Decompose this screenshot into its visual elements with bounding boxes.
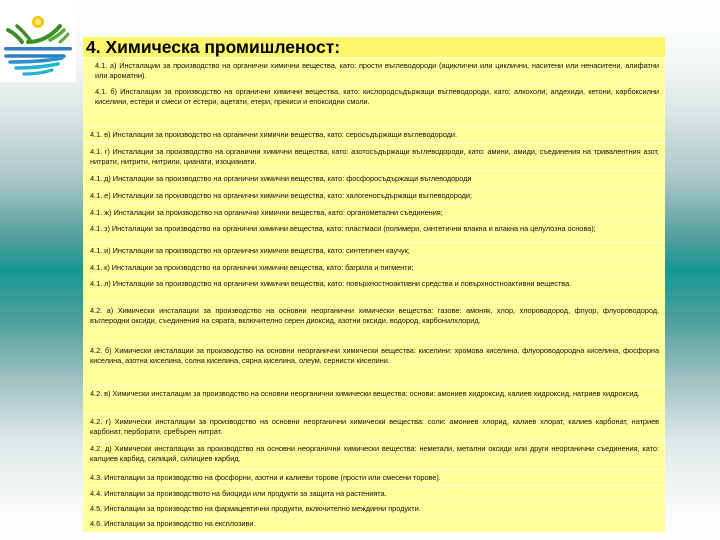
list-item: 4.4. Инсталации за производството на биоциди или продукти за защита на растенията.	[83, 485, 665, 500]
list-item: 4.1. ж) Инсталации за производство на органични химични вещества, като: органометални съединения;	[83, 204, 665, 220]
list-item: 4.1. в) Инсталации за производство на органични химични вещества, като: серосъдържащи въглеводороди.	[83, 126, 665, 143]
sun-waves-logo-icon	[2, 8, 74, 80]
list-item: 4.1. а) Инсталации за производство на органични химични вещества, като: прости въглеводороди (ациклични или циклични, наситени или ненаситени, алифатни или ароматни).	[83, 57, 665, 83]
list-item: 4.2. б) Химически инсталации за производство на основни неорганични химически вещества: киселини: хромова киселина, флуороводородна киселина, фосфорна киселина, азотна киселина, солна киселина, сярна киселина, олеум, сернисти киселини.	[83, 342, 665, 385]
list-item: 4.1. б) Инсталации за производство на органични химични вещества, като: кислородсъдържащи въглеводороди, като: алкохоли, алдехиди, кетони, карбоксилни киселини, естери и смеси от естери, ацетати, етери, прекиси и епоксидни смоли.	[83, 83, 665, 126]
list-item: 4.1. з) Инсталации за производство на органични химични вещества, като: пластмаси (полимери, синтетични влакна и влакна на целулозна основа);	[83, 220, 665, 242]
list-item: 4.2. г) Химически инсталации за производство на основни неорганични химически вещества: соли: амониев хлорид, калиев хлорат, калиев карбонат, натриев карбонат, перборати, сребърен нитрат.	[83, 413, 665, 440]
content-panel	[83, 37, 665, 532]
list-item: 4.1. л) Инсталации за производство на органични химични вещества, като: повърхностноактивни средства и повърхностноактивни вещества.	[83, 275, 665, 302]
list-item: 4.2. д) Химически инсталации за производство на основни неорганични химически вещества: неметали, метални оксиди или други неорганични съединения, като: калциев карбид, силиций, силициев карбид.	[83, 440, 665, 469]
list-item: 4.6. Инсталации за производство на експлозиви.	[83, 515, 665, 532]
list-item: 4.1. д) Инсталации за производство на органични химични вещества, като: фосфоросъдържащи въглеводороди	[83, 170, 665, 187]
list-item: 4.2. в) Химически инсталации за производство на основни неорганични химически вещества: основи: амониев хидроксид, калиев хидроксид, натриев хидроксид.	[83, 385, 665, 413]
list-item: 4.1. и) Инсталации за производство на органични химични вещества, като: синтетичен каучук;	[83, 242, 665, 259]
list-item: 4.3. Инсталации за производство на фосфорни, азотни и калиеви торове (прости или смесени торове).	[83, 469, 665, 485]
page-title: 4. Химическа промишленост:	[83, 37, 665, 57]
list-item: 4.1. к) Инсталации за производство на органични химични вещества, като: багрила и пигменти;	[83, 259, 665, 275]
list-item: 4.2. а) Химически инсталации за производство на основни неорганични химически вещества: газове: амоняк, хлор, хлороводород, флуор, флуороводород, въглеродни оксиди, съединения на сярата, включително серен диоксид, азотни оксиди, водород, карбонилхлорид.	[83, 302, 665, 342]
list-item: 4.1. е) Инсталации за производство на органични химични вещества, като: халогеносъдържащи въглеводороди;	[83, 187, 665, 204]
logo	[0, 0, 76, 82]
list-item: 4.5. Инсталации за производство на фармацевтични продукти, включително междинни продукти.	[83, 500, 665, 515]
list-item: 4.1. г) Инсталации за производство на органични химични вещества, като: азотосъдържащи въглеводороди, като: амини, амиди, съединения на тривалентния азот, нитрати, нитрити, нитрили, цианати, изоцианати.	[83, 143, 665, 170]
